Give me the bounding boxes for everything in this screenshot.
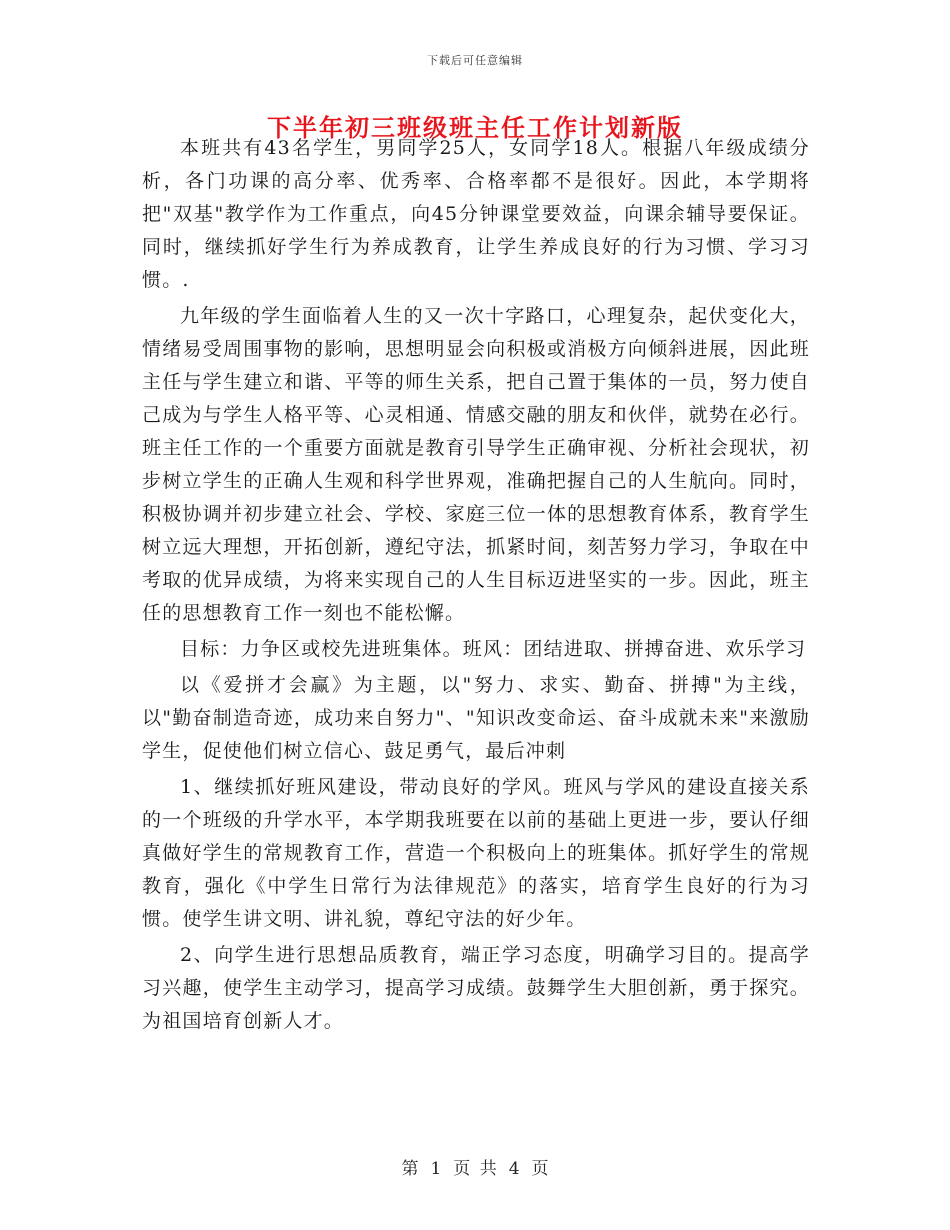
footer-current-page: 1: [430, 1159, 442, 1179]
footer-label-of: 页 共: [453, 1159, 497, 1179]
page-footer: [0, 1154, 950, 1179]
paragraph-goals: 目标：力争区或校先进班集体。班风：团结进取、拼搏奋进、欢乐学习: [180, 638, 807, 660]
paragraph-theme: 以《爱拼才会赢》为主题，以"努力、求实、勤奋、拼搏"为主线，以"勤奋制造奇迹，成功来自努力"、"知识改变命运、奋斗成就未来"来激励学生，促使他们树立信心、鼓足勇气，最后冲刺: [142, 674, 810, 762]
paragraph-item-1: 1、继续抓好班风建设，带动良好的学风。班风与学风的建设直接关系的一个班级的升学水平，本学期我班要在以前的基础上更进一步，要认仔细真做好学生的常规教育工作，营造一个积极向上的班集体。抓好学生的常规教育，强化《中学生日常行为法律规范》的落实，培育学生良好的行为习惯。使学生讲文明、讲礼貌，尊纪守法的好少年。: [142, 776, 810, 930]
header-note: 下载后可任意编辑: [427, 54, 523, 67]
paragraph-item-2: 2、向学生进行思想品质教育，端正学习态度，明确学习目的。提高学习兴趣，使学生主动学习，提高学习成绩。鼓舞学生大胆创新，勇于探究。为祖国培育创新人才。: [142, 944, 810, 1032]
document-title: 下半年初三班级班主任工作计划新版: [267, 113, 683, 142]
footer-label-pages: 页: [531, 1159, 549, 1179]
footer-label-page: 第: [401, 1159, 419, 1179]
paragraph-class-overview: 本班共有43名学生，男同学25人，女同学18人。根据八年级成绩分析，各门功课的高分率、优秀率、合格率都不是很好。因此，本学期将把"双基"教学作为工作重点，向45分钟课堂要效益，向课余辅导要保证。同时，继续抓好学生行为养成教育，让学生养成良好的行为习惯、学习习惯。.: [142, 137, 810, 291]
footer-total-pages: 4: [508, 1159, 520, 1179]
paragraph-student-psychology: 九年级的学生面临着人生的又一次十字路口，心理复杂，起伏变化大，情绪易受周围事物的影响，思想明显会向积极或消极方向倾斜进展，因此班主任与学生建立和谐、平等的师生关系，把自己置于集体的一员，努力使自己成为与学生人格平等、心灵相通、情感交融的朋友和伙伴，就势在必行。班主任工作的一个重要方面就是教育引导学生正确审视、分析社会现状，初步树立学生的正确人生观和科学世界观，准确把握自己的人生航向。同时，积极协调并初步建立社会、学校、家庭三位一体的思想教育体系，教育学生树立远大理想，开拓创新，遵纪守法，抓紧时间，刻苦努力学习，争取在中考取的优异成绩，为将来实现自己的人生目标迈进坚实的一步。因此，班主任的思想教育工作一刻也不能松懈。: [142, 305, 810, 624]
document-body: [142, 132, 810, 1038]
